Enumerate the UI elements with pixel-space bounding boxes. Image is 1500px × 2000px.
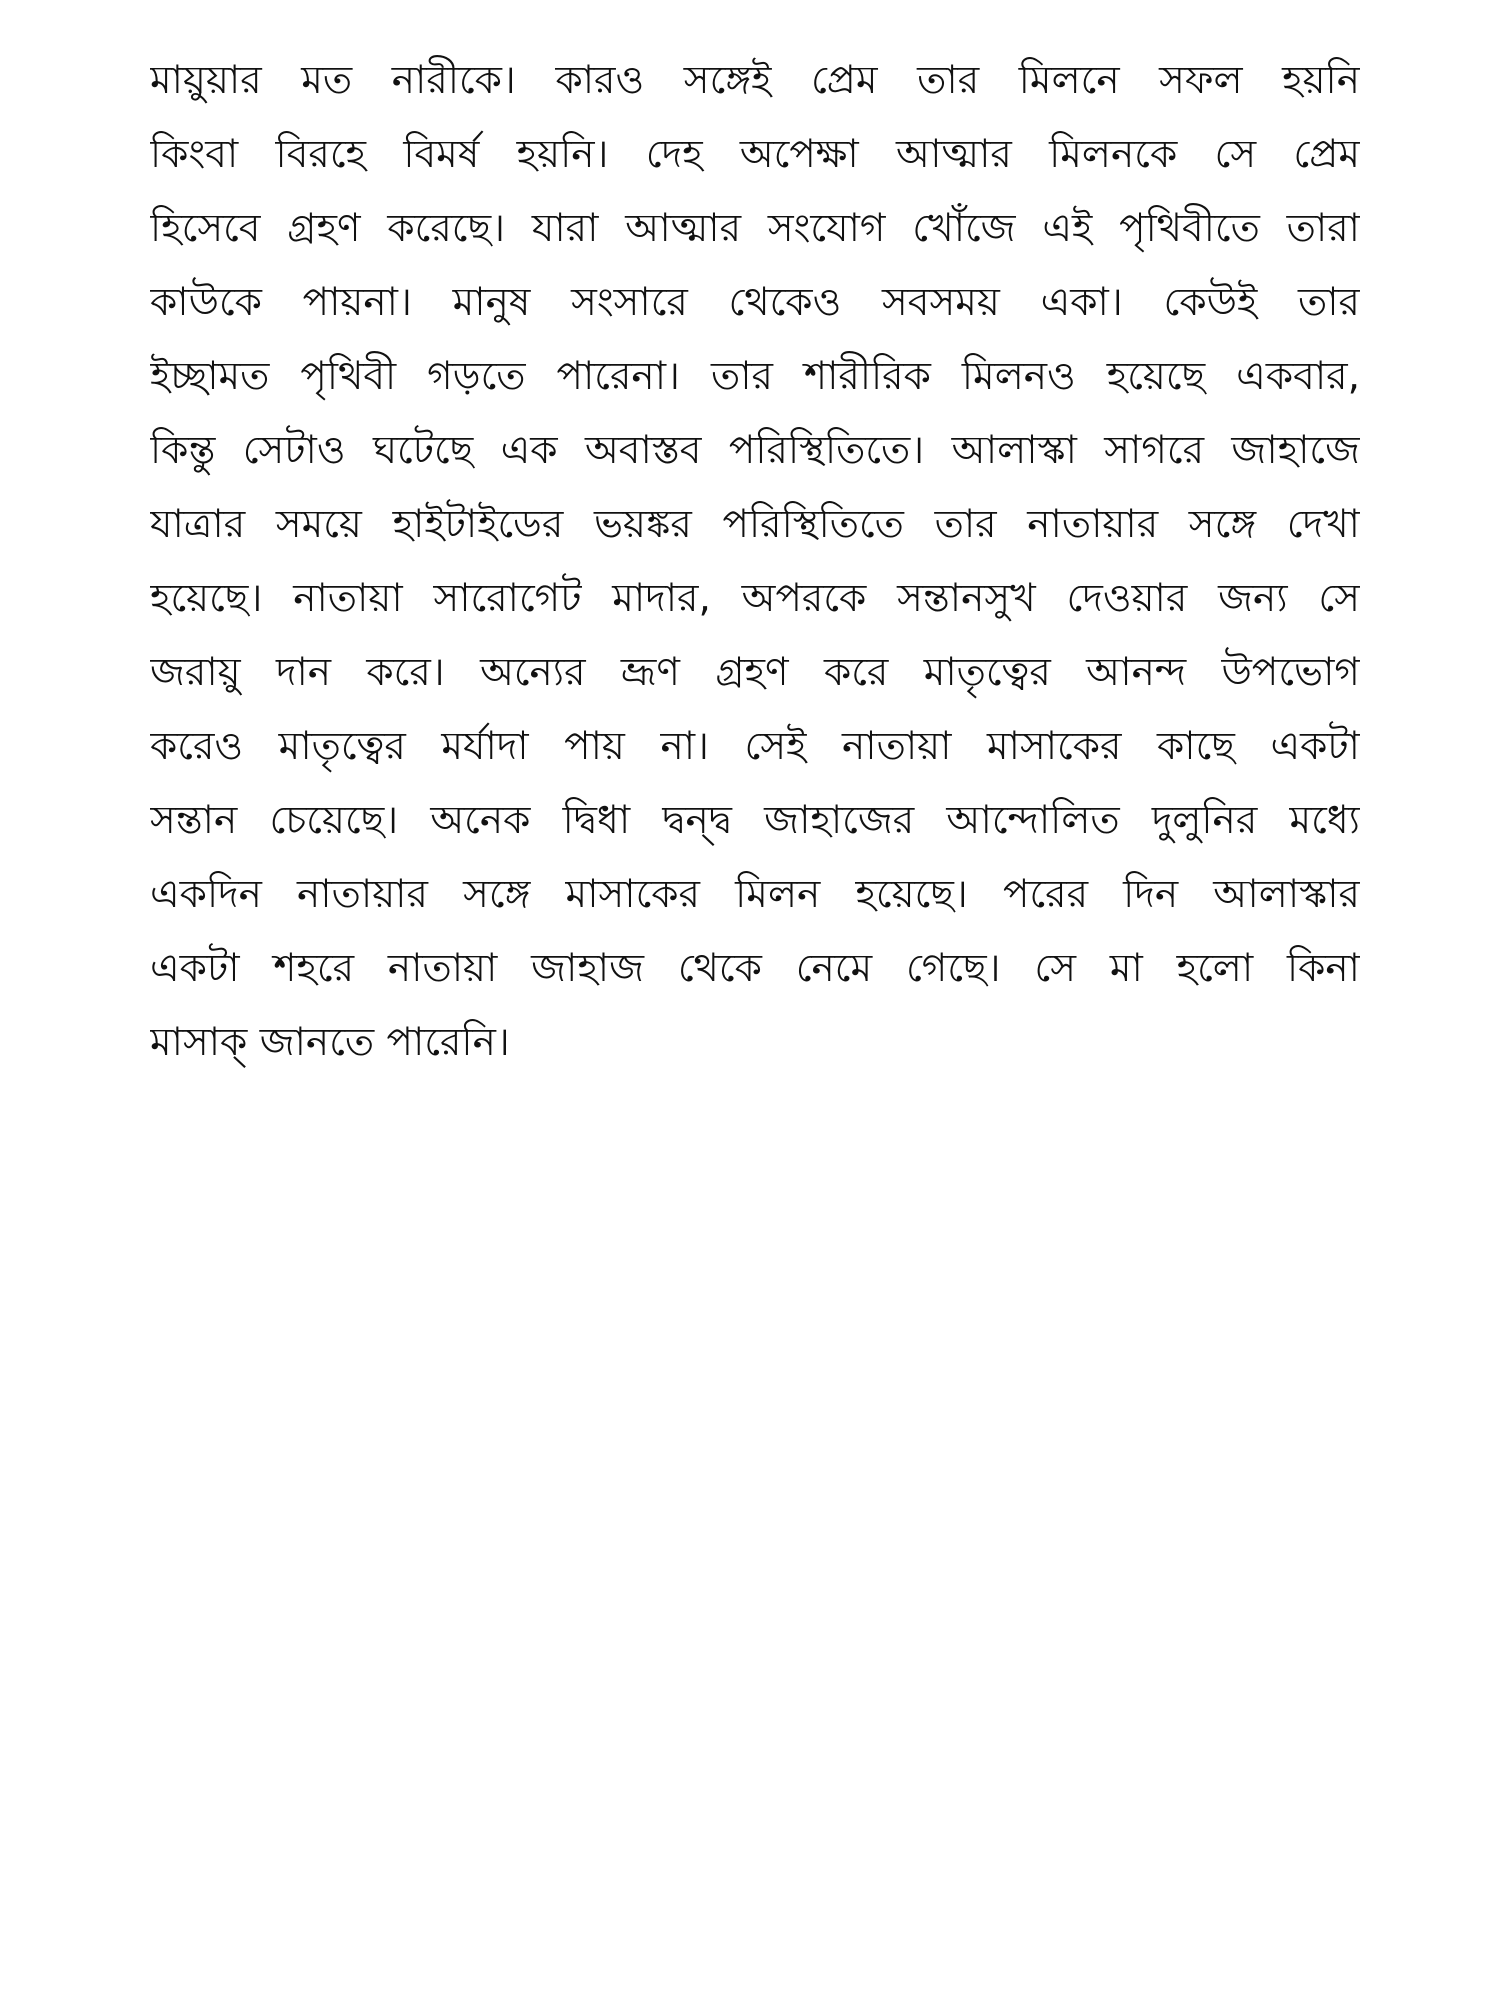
text-line-12: একদিন নাতায়ার সঙ্গে মাসাকের মিলন হয়েছে। পরের দিন আলাস্কার [150, 872, 1360, 917]
body-paragraph [150, 44, 1360, 1080]
text-line-13: একটা শহরে নাতায়া জাহাজ থেকে নেমে গেছে। সে মা হলো কিনা [150, 946, 1360, 991]
text-line-4: কাউকে পায়না। মানুষ সংসারে থেকেও সবসময় একা। কেউই তার [150, 280, 1360, 325]
text-line-10: করেও মাতৃত্বের মর্যাদা পায় না। সেই নাতায়া মাসাকের কাছে একটা [150, 724, 1360, 769]
text-line-11: সন্তান চেয়েছে। অনেক দ্বিধা দ্বন্দ্ব জাহাজের আন্দোলিত দুলুনির মধ্যে [150, 798, 1360, 843]
text-line-1: মায়ুয়ার মত নারীকে। কারও সঙ্গেই প্রেম তার মিলনে সফল হয়নি [150, 58, 1360, 103]
text-line-14: মাসাক্ জানতে পারেনি। [150, 1020, 510, 1065]
text-line-3: হিসেবে গ্রহণ করেছে। যারা আত্মার সংযোগ খোঁজে এই পৃথিবীতে তারা [150, 206, 1360, 251]
text-line-8: হয়েছে। নাতায়া সারোগেট মাদার, অপরকে সন্তানসুখ দেওয়ার জন্য সে [150, 576, 1360, 621]
text-line-6: কিন্তু সেটাও ঘটেছে এক অবাস্তব পরিস্থিতিতে। আলাস্কা সাগরে জাহাজে [150, 428, 1360, 473]
text-line-2: কিংবা বিরহে বিমর্ষ হয়নি। দেহ অপেক্ষা আত্মার মিলনকে সে প্রেম [150, 132, 1360, 177]
text-line-7: যাত্রার সময়ে হাইটাইডের ভয়ঙ্কর পরিস্থিতিতে তার নাতায়ার সঙ্গে দেখা [150, 502, 1360, 547]
text-line-9: জরায়ু দান করে। অন্যের ভ্রূণ গ্রহণ করে মাতৃত্বের আনন্দ উপভোগ [150, 650, 1360, 695]
text-line-5: ইচ্ছামত পৃথিবী গড়তে পারেনা। তার শারীরিক মিলনও হয়েছে একবার, [150, 354, 1360, 399]
